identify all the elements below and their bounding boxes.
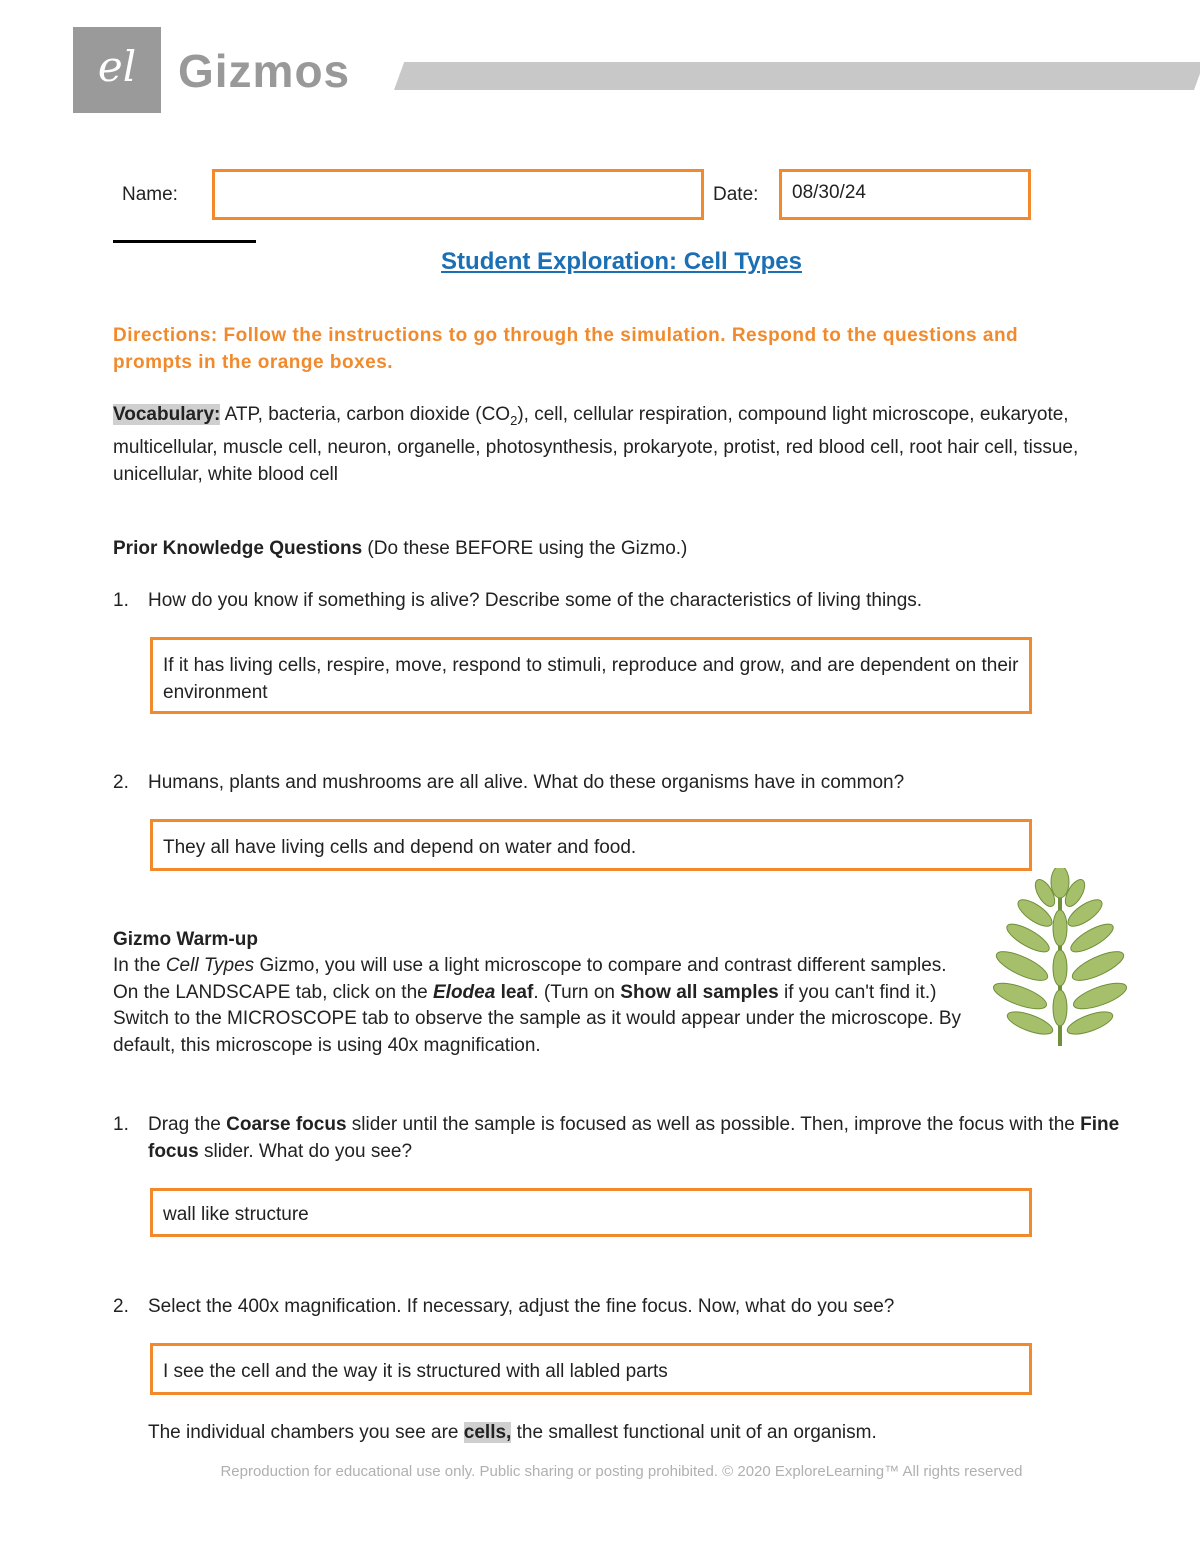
cells-note: The individual chambers you see are cells, the smallest functional unit of an organism.	[148, 1422, 877, 1443]
footer-notice: Reproduction for educational use only. Public sharing or posting prohibited. © 2020 ExploreLearning™ All rights reserved	[220, 1463, 1023, 1480]
brand-name: Gizmos	[178, 45, 351, 97]
elodea-plant-image	[990, 868, 1130, 1048]
name-underline	[113, 240, 256, 243]
logo-mark: el	[97, 42, 137, 91]
prior-answer-1[interactable]: If it has living cells, respire, move, respond to stimuli, reproduce and grow, and are dependent on their environment	[150, 637, 1032, 714]
prior-answer-2[interactable]: They all have living cells and depend on water and food.	[150, 819, 1032, 871]
date-label: Date:	[713, 184, 759, 205]
warmup-answer-1[interactable]: wall like structure	[150, 1188, 1032, 1237]
name-field[interactable]	[212, 169, 704, 220]
warmup-text: In the Cell Types Gizmo, you will use a light microscope to compare and contrast different samples. On the LANDSCAPE tab, click on the Elodea leaf. (Turn on Show all samples if you can't find it.) Switch to the MICROSCOPE tab to observe the sample as it would appear under the microscope. By default, this microscope is using 40x magnification.	[113, 955, 962, 1056]
prior-heading: Prior Knowledge Questions (Do these BEFORE using the Gizmo.)	[113, 538, 688, 559]
directions: Directions: Follow the instructions to go through the simulation. Respond to the questions and prompts in the orange boxes.	[113, 325, 1019, 373]
warmup-heading: Gizmo Warm-up	[113, 929, 258, 950]
name-label: Name:	[122, 184, 178, 205]
vocabulary: Vocabulary: ATP, bacteria, carbon dioxide $(CO_2)$, cell, cellular respiration, compound light microscope, eukaryote, multicellular, muscle cell, neuron, organelle, photosynthesis, prokaryote, protist, red blood cell, root hair cell, tissue, unicellular, white blood cell	[113, 404, 1079, 485]
header-bar	[394, 62, 1200, 90]
page-title: Student Exploration: Cell Types	[441, 248, 802, 275]
warmup-answer-2[interactable]: I see the cell and the way it is structured with all labled parts	[150, 1343, 1032, 1395]
cells-term: cells,	[463, 1422, 512, 1443]
date-field[interactable]: 08/30/24	[779, 169, 1031, 220]
vocabulary-label: Vocabulary:	[113, 404, 221, 425]
